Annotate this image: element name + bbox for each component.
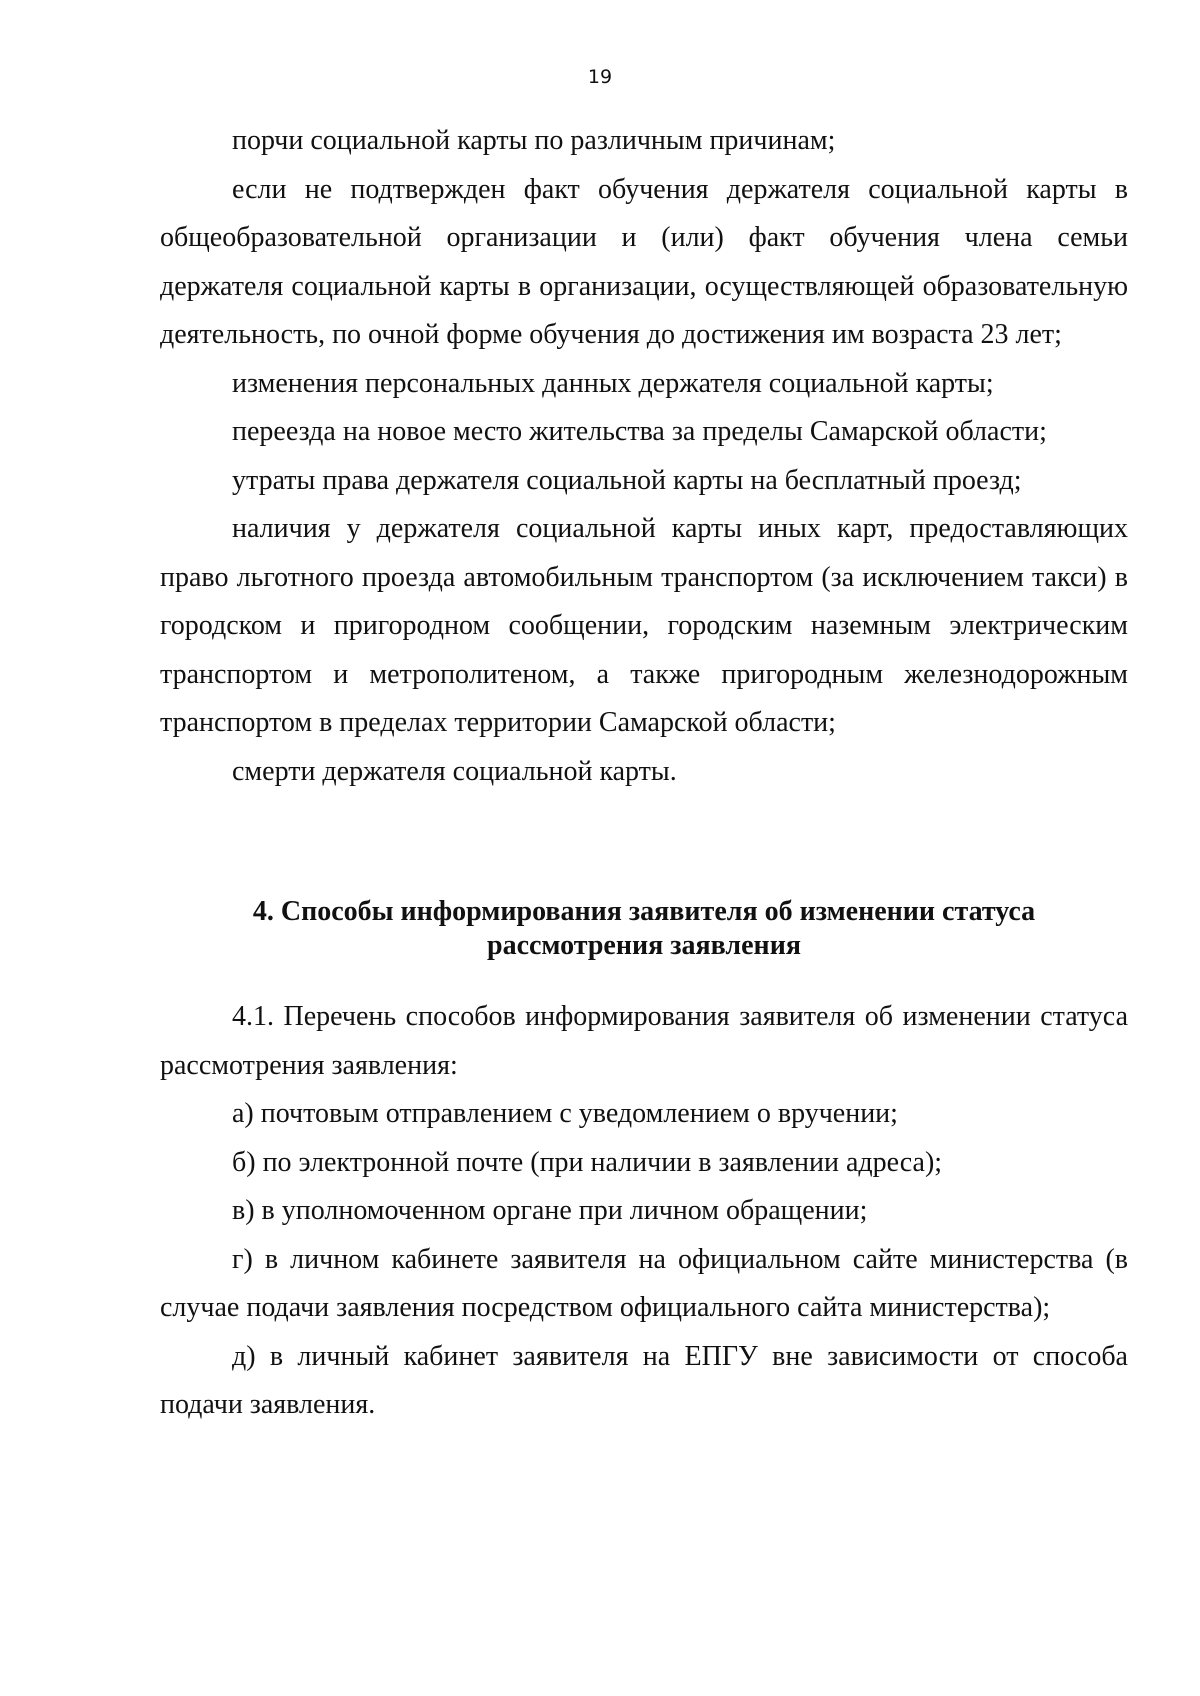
paragraph: 4.1. Перечень способов информирования заявителя об изменении статуса рассмотрения заявления: bbox=[160, 1001, 1128, 1081]
section-heading-line-2: рассмотрения заявления bbox=[487, 930, 801, 961]
list-item: б) по электронной почте (при наличии в заявлении адреса); bbox=[232, 1146, 943, 1178]
body-text-bottom bbox=[160, 993, 1128, 1430]
section-heading bbox=[160, 895, 1128, 963]
paragraph: утраты права держателя социальной карты на бесплатный проезд; bbox=[232, 464, 1022, 496]
paragraph: наличия у держателя социальной карты иных карт, предоставляющих право льготного проезда автомобильным транспортом (за исключением такси) в городском и пригородном сообщении, городским наземным электрическим транспортом и метрополитеном, а также пригородным железнодорожным транспортом в пределах территории Самарской области; bbox=[160, 513, 1128, 738]
paragraph: переезда на новое место жительства за пределы Самарской области; bbox=[232, 416, 1047, 447]
body-text-top bbox=[160, 117, 1128, 796]
page-number: 19 bbox=[587, 66, 613, 88]
list-item: в) в уполномоченном органе при личном обращении; bbox=[232, 1195, 868, 1226]
list-item: а) почтовым отправлением с уведомлением о вручении; bbox=[232, 1098, 898, 1129]
list-item: д) в личный кабинет заявителя на ЕПГУ вне зависимости от способа подачи заявления. bbox=[160, 1340, 1128, 1420]
paragraph: изменения персональных данных держателя социальной карты; bbox=[232, 367, 994, 399]
paragraph: порчи социальной карты по различным причинам; bbox=[232, 125, 836, 156]
section-heading-line-1: 4. Способы информирования заявителя об изменении статуса bbox=[252, 896, 1036, 927]
list-item: г) в личном кабинете заявителя на официальном сайте министерства (в случае подачи заявления посредством официального сайта министерства); bbox=[160, 1243, 1128, 1323]
paragraph: смерти держателя социальной карты. bbox=[232, 755, 677, 787]
paragraph: если не подтвержден факт обучения держателя социальной карты в общеобразовательной организации и (или) факт обучения члена семьи держателя социальной карты в организации, осуществляющей образовательную деятельность, по очной форме обучения до достижения им возраста 23 лет; bbox=[160, 173, 1128, 350]
